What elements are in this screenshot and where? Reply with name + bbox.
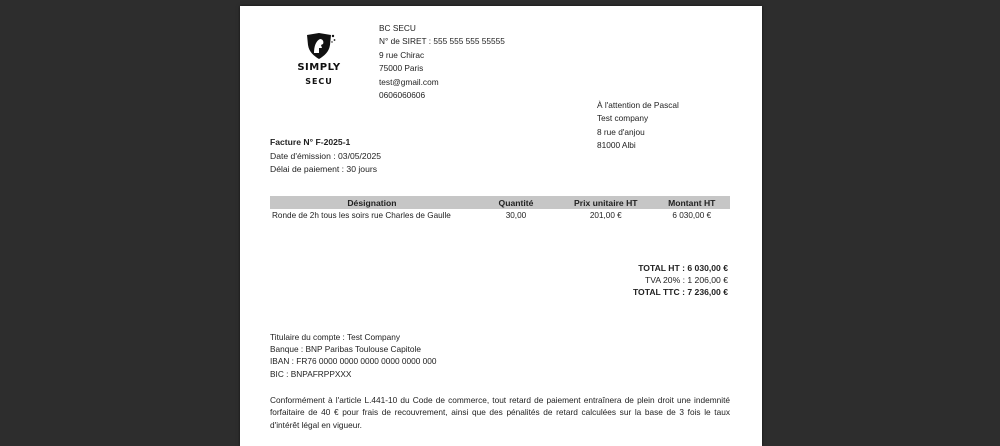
invoice-number: Facture N° F-2025-1 — [270, 137, 351, 147]
client-city: 81000 Albi — [597, 140, 636, 151]
client-info — [597, 99, 679, 153]
invoice-issue-date: Date d'émission : 03/05/2025 — [270, 150, 382, 161]
cell-designation: Ronde de 2h tous les soirs rue Charles de Gaulle — [272, 211, 451, 220]
invoice-totals — [633, 262, 728, 298]
column-header-amount: Montant HT — [654, 196, 730, 209]
client-street: 8 rue d'anjou — [597, 126, 645, 137]
bank-details — [270, 331, 437, 380]
total-ht: TOTAL HT : 6 030,00 € — [638, 263, 728, 273]
logo-subtitle: SECU — [305, 77, 333, 86]
legal-notice: Conformément à l'article L.441-10 du Code de commerce, tout retard de paiement entraînera de plein droit une indemnité forfaitaire de 40 € pour frais de recouvrement, ainsi que des pénalités de retard calculées sur la base de 3 fois le taux d'intérêt légal en vigueur. — [270, 395, 730, 430]
invoice-page — [240, 6, 762, 446]
client-name: Test company — [597, 113, 649, 124]
bank-bic: BIC : BNPAFRPPXXX — [270, 368, 352, 379]
company-city: 75000 Paris — [379, 63, 424, 74]
bank-iban: IBAN : FR76 0000 0000 0000 0000 0000 000 — [270, 356, 437, 367]
company-email: test@gmail.com — [379, 76, 439, 87]
logo-name: SIMPLY — [297, 62, 341, 73]
total-ttc: TOTAL TTC : 7 236,00 € — [632, 287, 728, 297]
invoice-header — [270, 136, 381, 177]
company-info — [379, 22, 505, 102]
company-siret: N° de SIRET : 555 555 555 55555 — [379, 36, 505, 47]
company-phone: 0606060606 — [379, 90, 426, 101]
column-header-unit-price: Prix unitaire HT — [558, 196, 654, 209]
bank-holder: Titulaire du compte : Test Company — [270, 332, 401, 342]
cell-amount: 6 030,00 € — [672, 211, 712, 220]
invoice-items-table — [270, 196, 730, 222]
cell-unit-price: 201,00 € — [589, 211, 622, 220]
bank-name: Banque : BNP Paribas Toulouse Capitole — [270, 344, 421, 355]
table-header-row — [270, 196, 730, 209]
company-street: 9 rue Chirac — [379, 49, 425, 60]
shield-knight-logo-icon — [302, 32, 336, 60]
table-row — [270, 209, 730, 222]
invoice-payment-delay: Délai de paiement : 30 jours — [270, 164, 378, 175]
column-header-quantity: Quantité — [474, 196, 558, 209]
company-name: BC SECU — [379, 23, 416, 33]
column-header-designation: Désignation — [270, 196, 474, 209]
total-tva: TVA 20% : 1 206,00 € — [645, 275, 728, 285]
company-logo — [296, 32, 342, 86]
cell-quantity: 30,00 — [505, 211, 527, 220]
client-attention: À l'attention de Pascal — [597, 100, 679, 110]
